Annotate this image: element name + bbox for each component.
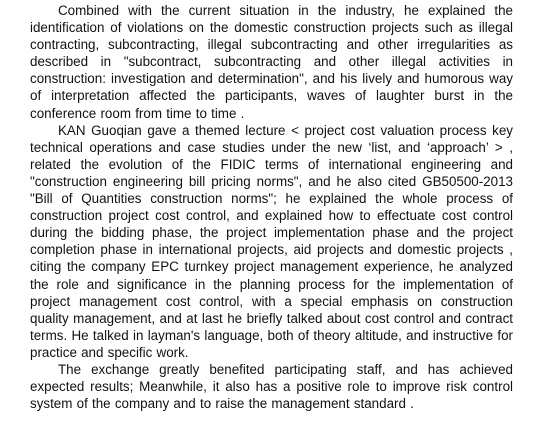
paragraph-lecture: KAN Guoqian gave a themed lecture < project cost valuation process key technical operations and case studies under the new ‘list, and ‘approach’ > , related the evolution of the FIDIC terms of international engineering and "construction engineering bill pricing norms", and he also cited GB50500-2013 "Bill of Quantities construction norms"; he explained the whole process of construction project cost control, and explained how to effectuate cost control during the bidding phase, the project implementation phase and the project completion phase in international projects, aid projects and domestic projects , citing the company EPC turnkey project management experience, he analyzed the role and significance in the planning process for the implementation of project management cost control, with a special emphasis on construction quality management, and at last he briefly talked about cost control and contract terms. He talked in layman's language, both of theory altitude, and instructive for practice and specific work. (30, 122, 513, 360)
paragraph-violations: Combined with the current situation in the industry, he explained the identification of violations on the domestic construction projects such as illegal contracting, subcontracting, illegal subcontracting and other irregularities as described in "subcontract, subcontracting and other illegal activities in construction: investigation and determination", and his lively and humorous way of interpretation affected the participants, waves of laughter burst in the conference room from time to time . (30, 3, 513, 121)
paragraph-results: The exchange greatly benefited participating staff, and has achieved expected results; Meanwhile, it also has a positive role to improve risk control system of the company and to raise the management standard . (30, 361, 513, 412)
